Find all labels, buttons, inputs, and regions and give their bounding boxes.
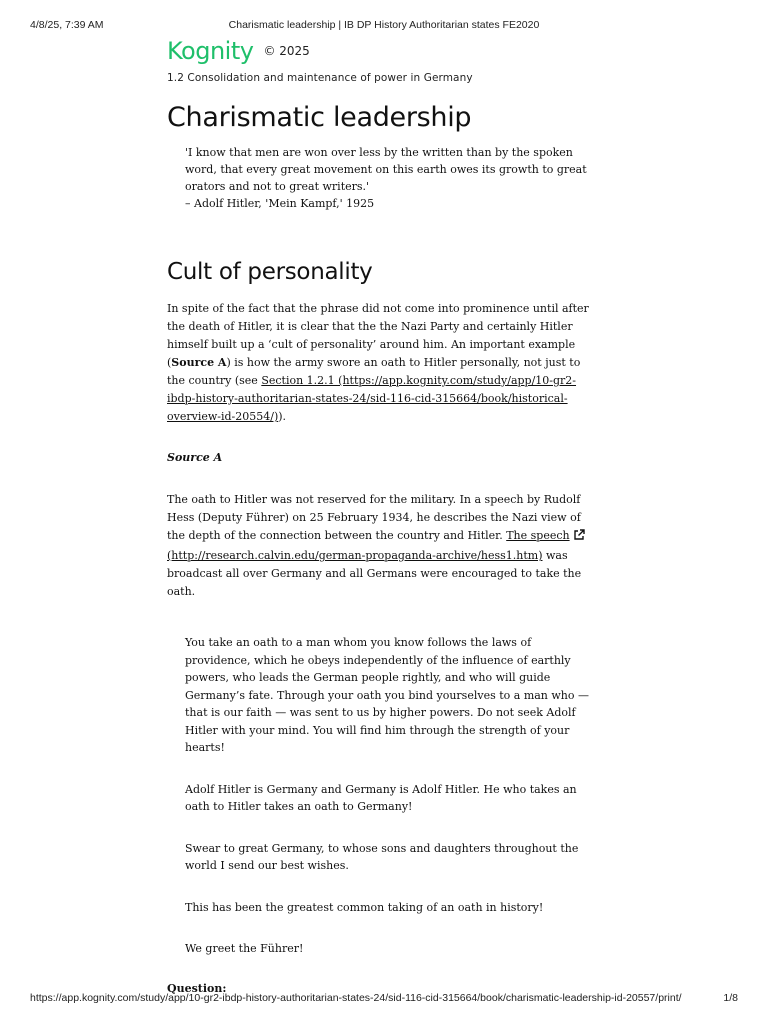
intro-paragraph	[167, 300, 601, 426]
question-label: Question:	[167, 981, 227, 995]
speech-paragraph: Adolf Hitler is Germany and Germany is Adolf Hitler. He who takes an oath to Hitler takes an oath to Germany!	[185, 782, 577, 813]
page-number: 1/8	[723, 992, 738, 1004]
print-datetime: 4/8/25, 7:39 AM	[30, 19, 104, 31]
external-link-icon[interactable]	[573, 529, 585, 547]
page-content	[167, 36, 601, 995]
speech-paragraph: This has been the greatest common taking of an oath in history!	[185, 900, 544, 914]
intro-text-2: ) is how the army swore an oath to Hitler personally, not just to the country (see	[167, 356, 581, 387]
intro-text-3: ).	[278, 410, 287, 423]
brand-bar	[167, 36, 601, 66]
print-document-title: Charismatic leadership | IB DP History Authoritarian states FE2020	[228, 19, 540, 31]
oath-text-2: was broadcast all over Germany and all Germans were encouraged to take the oath.	[167, 549, 582, 598]
speech-paragraph: We greet the Führer!	[185, 942, 304, 955]
oath-text-1: The oath to Hitler was not reserved for the military. In a speech by Rudolf Hess (Deputy Führer) on 25 February 1934, he describes the Nazi view of the depth of the connection between the country and Hitler.	[167, 493, 581, 542]
intro-text-1: In spite of the fact that the phrase did not come into prominence until after the death of Hitler, it is clear that the the Nazi Party and certainly Hitler himself built up a ‘cult of personality’ around him. An important example (	[167, 302, 589, 369]
section-heading: Cult of personality	[167, 259, 373, 285]
source-a-reference: Source A	[171, 356, 227, 369]
epigraph-attribution: – Adolf Hitler, 'Mein Kampf,' 1925	[185, 197, 375, 210]
breadcrumb: 1.2 Consolidation and maintenance of power in Germany	[167, 72, 473, 84]
source-label: Source A	[167, 451, 223, 464]
section-link[interactable]: Section 1.2.1 (https://app.kognity.com/study/app/10-gr2-ibdp-history-authoritarian-states-24/sid-116-cid-315664/book/historical-overview-id-20554/)	[167, 374, 577, 423]
speech-url-link[interactable]: (http://research.calvin.edu/german-propaganda-archive/hess1.htm)	[167, 549, 543, 562]
print-url: https://app.kognity.com/study/app/10-gr2-ibdp-history-authoritarian-states-24/sid-116-cid-315664/book/charismatic-leadership-id-20557/print/	[30, 992, 682, 1004]
speech-paragraph: You take an oath to a man whom you know follows the laws of providence, which he obeys independently of the influence of earthly powers, who leads the German people rightly, and who will guide Germany’s fate. Through your oath you bind yourselves to a man who — that is our faith — was sent to us by higher powers. Do not seek Adolf Hitler with your mind. You will find him through the strength of your hearts!	[185, 636, 590, 754]
speech-link[interactable]: The speech	[506, 529, 570, 542]
page-title: Charismatic leadership	[167, 102, 472, 133]
oath-paragraph	[167, 491, 601, 601]
copyright-notice: © 2025	[263, 44, 310, 58]
epigraph	[185, 144, 601, 212]
kognity-logo: Kognity	[167, 37, 254, 65]
speech-quote	[185, 634, 595, 958]
speech-paragraph: Swear to great Germany, to whose sons and daughters throughout the world I send our best wishes.	[185, 841, 579, 872]
epigraph-quote: 'I know that men are won over less by the written than by the spoken word, that every great movement on this earth owes its growth to great orators and not to great writers.'	[185, 146, 587, 193]
